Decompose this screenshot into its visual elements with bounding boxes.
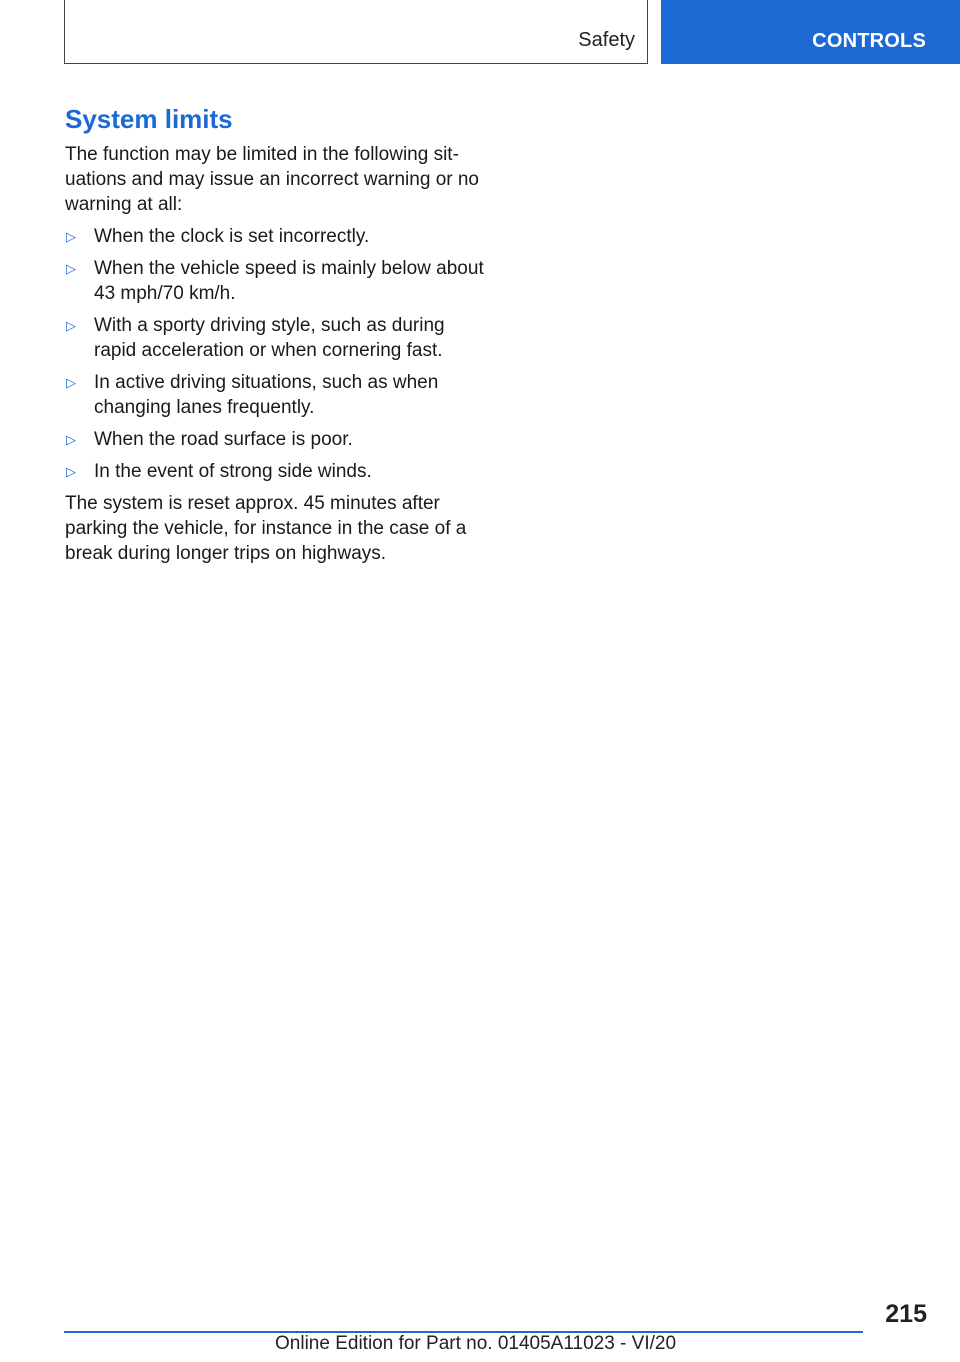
list-item	[65, 370, 485, 420]
triangle-bullet-icon: ▷	[66, 318, 76, 333]
list-item-text: In the event of strong side winds.	[94, 461, 372, 482]
chapter-tab[interactable]	[661, 0, 960, 64]
list-item-text: In active driving situations, such as when changing lanes frequently.	[94, 372, 439, 418]
chapter-title: CONTROLS	[812, 30, 926, 52]
triangle-bullet-icon: ▷	[66, 229, 76, 244]
page-number: 215	[885, 1300, 927, 1328]
list-item	[65, 427, 485, 452]
list-item	[65, 313, 485, 363]
header-section-box	[64, 0, 648, 64]
list-item-text: When the vehicle speed is mainly below about 43 mph/70 km/h.	[94, 258, 484, 304]
triangle-bullet-icon: ▷	[66, 375, 76, 390]
triangle-bullet-icon: ▷	[66, 261, 76, 276]
triangle-bullet-icon: ▷	[66, 464, 76, 479]
limits-list	[65, 224, 485, 484]
list-item-text: When the clock is set incorrectly.	[94, 226, 370, 247]
list-item	[65, 459, 485, 484]
list-item	[65, 256, 485, 306]
triangle-bullet-icon: ▷	[66, 432, 76, 447]
intro-paragraph: The function may be limited in the following sit-uations and may issue an incorrect warning or no warning at all:	[65, 144, 480, 215]
main-content	[65, 102, 485, 566]
list-item-text: With a sporty driving style, such as during rapid acceleration or when cornering fast.	[94, 315, 445, 361]
reset-paragraph: The system is reset approx. 45 minutes after parking the vehicle, for instance in the case of a break during longer trips on highways.	[65, 493, 467, 564]
section-heading: System limits	[65, 104, 233, 134]
list-item-text: When the road surface is poor.	[94, 429, 353, 450]
section-title: Safety	[578, 29, 635, 51]
edition-footer: Online Edition for Part no. 01405A11023 - VI/20	[275, 1333, 677, 1354]
list-item	[65, 224, 485, 249]
